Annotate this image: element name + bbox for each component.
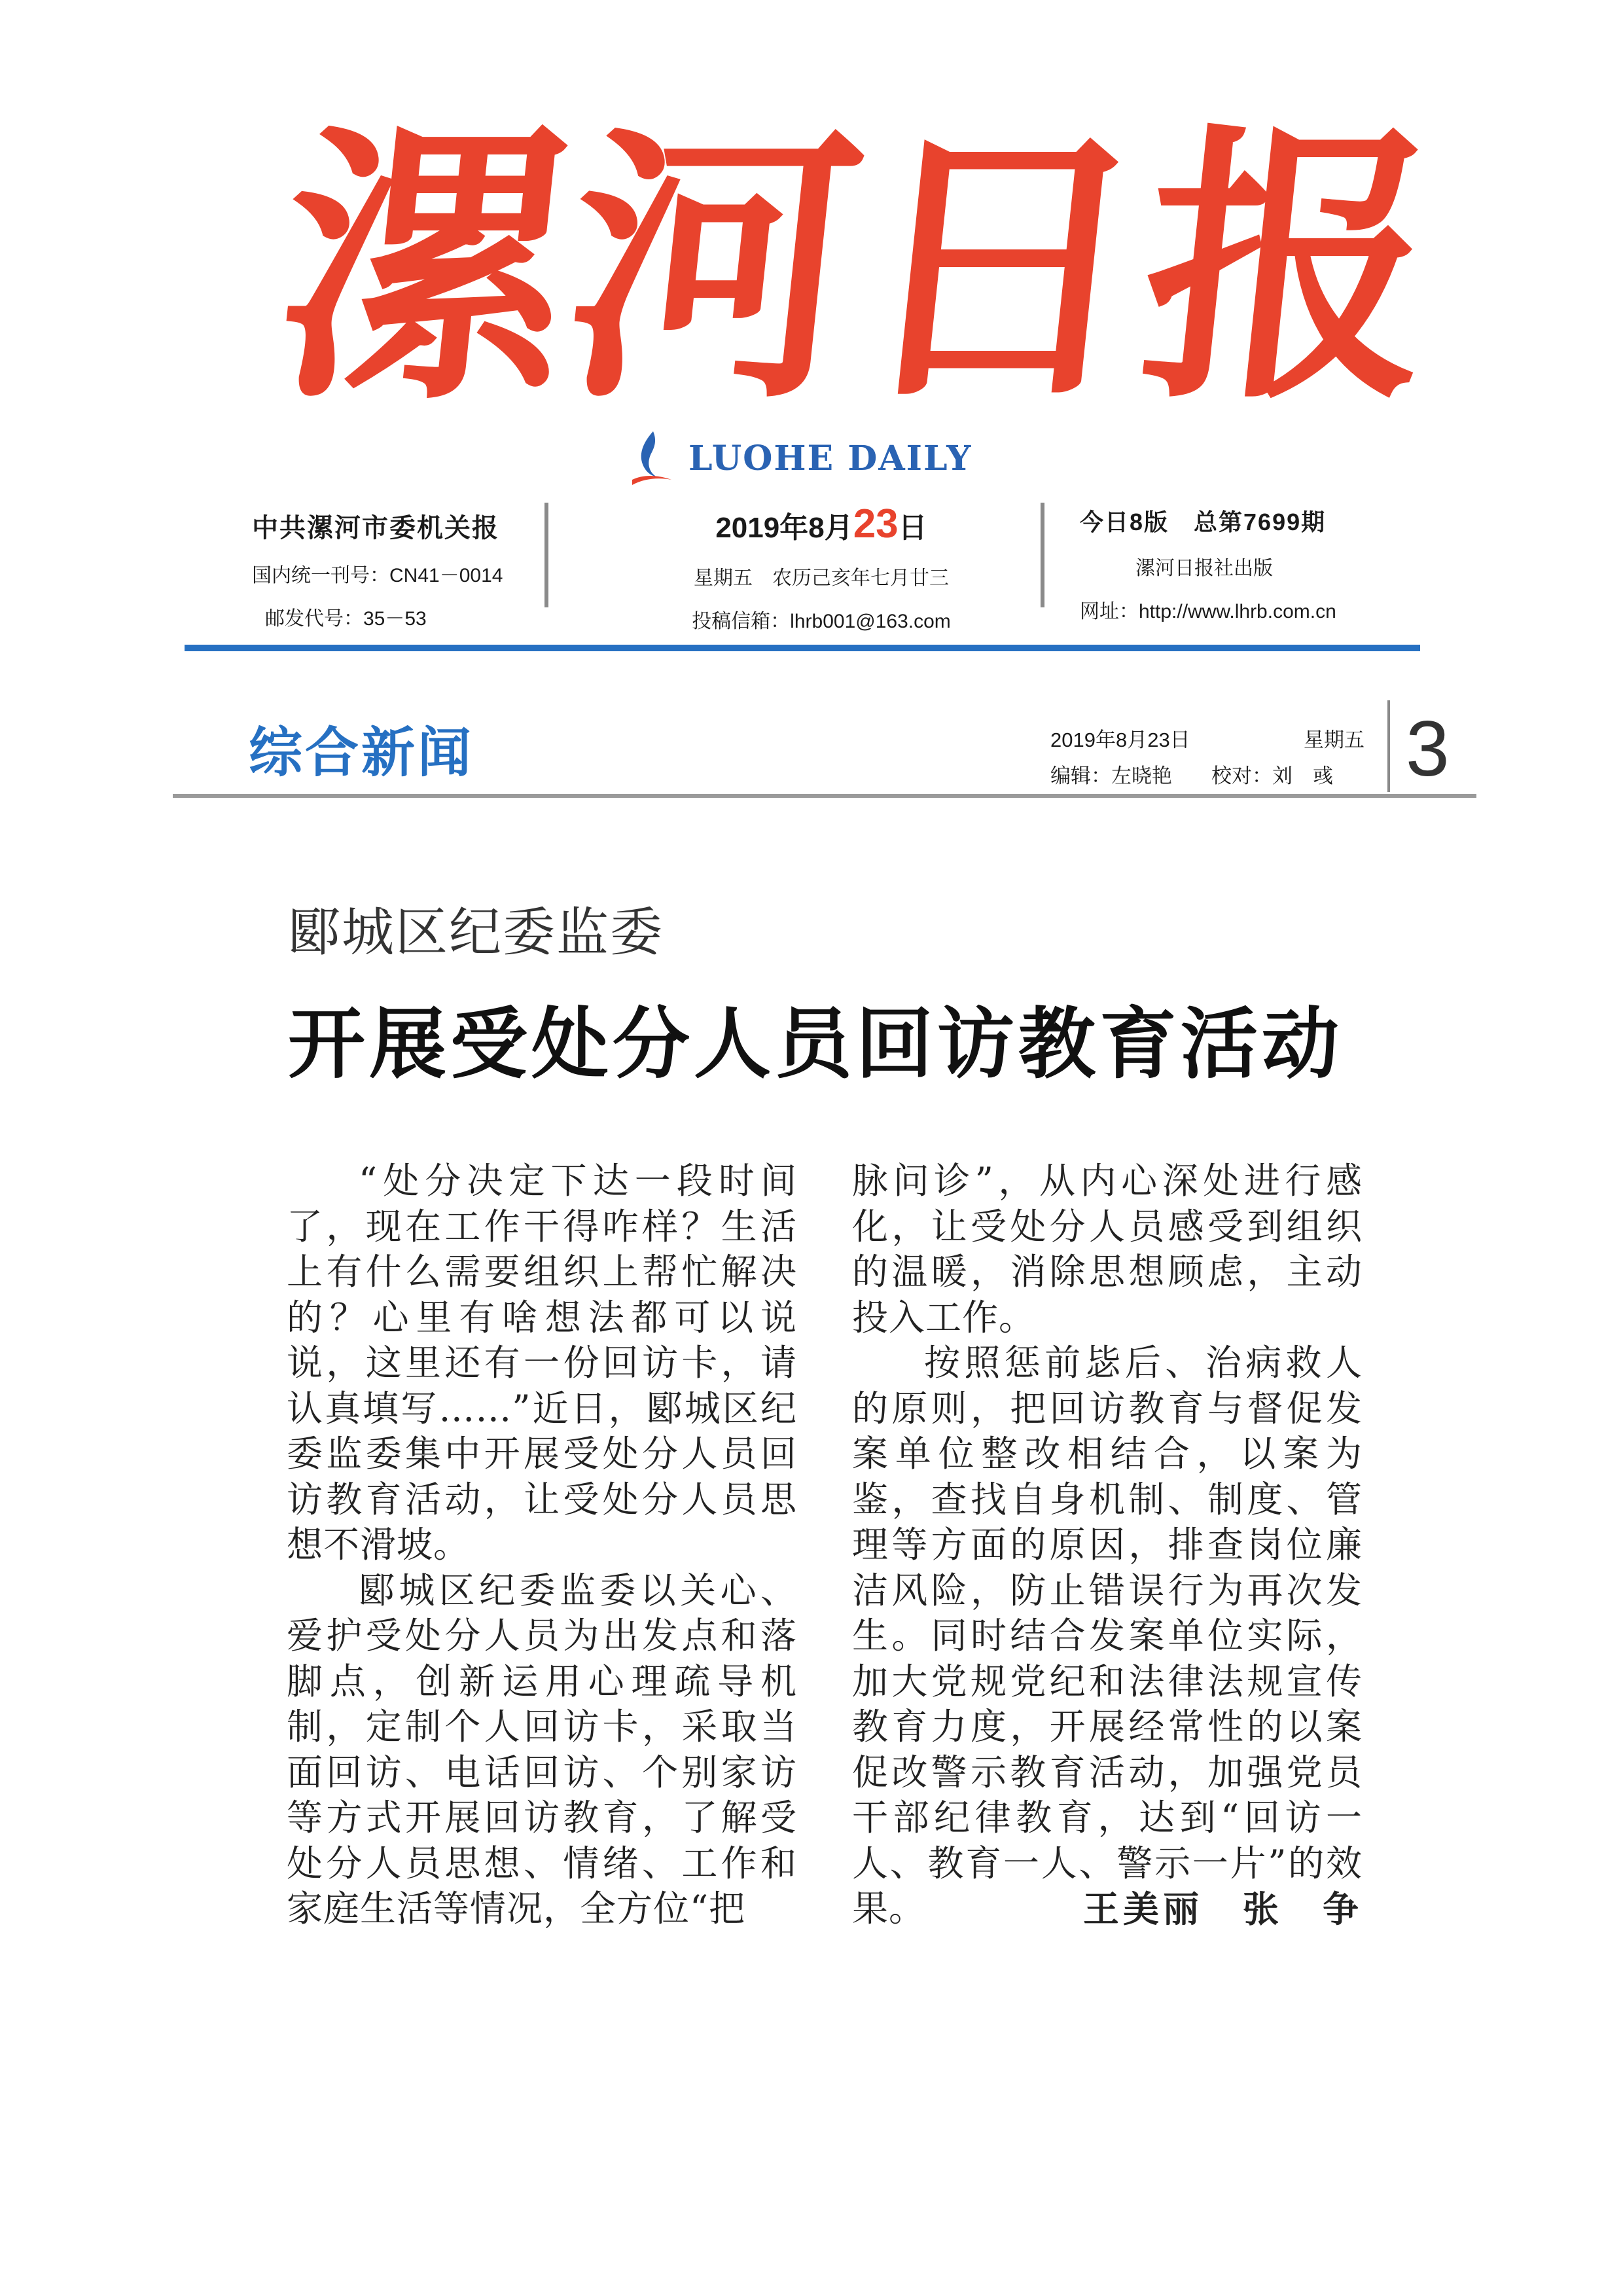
date-prefix: 2019年8月 [715, 512, 853, 544]
postal-code-label: 邮发代号：35－53 [265, 608, 427, 630]
issue-count: 今日8版 总第7699期 [1080, 509, 1327, 535]
date-day: 23 [853, 501, 899, 547]
english-name: LUOHE DAILY [688, 438, 972, 478]
article-subhead: 郾城区纪委监委 [288, 902, 664, 963]
section-title: 综合新闻 [249, 721, 474, 784]
submission-email: 投稿信箱：lhrb001@163.com [692, 611, 951, 632]
masthead-char: 漯 [263, 99, 588, 437]
article-column-2 [852, 1158, 1363, 1932]
info-right [1073, 504, 1440, 624]
article-column-1 [287, 1158, 797, 1932]
publisher-label: 漯河日报社出版 [1135, 558, 1273, 579]
masthead-char: 报 [1127, 99, 1452, 437]
editor-label: 编辑：左晓艳 [1050, 764, 1172, 787]
masthead-title [263, 98, 1452, 439]
paragraph: 脉问诊”，从内心深处进行感化，让受处分人员感受到组织的温暖，消除思想顾虑，主动投入工作。 [852, 1160, 1363, 1338]
info-left [252, 507, 540, 631]
divider [544, 503, 548, 607]
section-weekday: 星期五 [1304, 728, 1364, 751]
weekday-lunar: 星期五 农历己亥年七月廿三 [694, 567, 949, 589]
section-rule [173, 794, 1476, 798]
masthead-char: 河 [551, 99, 876, 437]
org-label: 中共漯河市委机关报 [252, 514, 499, 543]
section-date: 2019年8月23日 [1050, 728, 1190, 751]
issue-date [641, 501, 1001, 547]
date-suffix: 日 [898, 512, 927, 544]
divider [1387, 700, 1390, 792]
section-meta [1050, 723, 1364, 795]
flame-wave-logo-icon [628, 429, 674, 488]
website-link[interactable]: 网址：http://www.lhrb.com.cn [1080, 601, 1336, 622]
paragraph: “处分决定下达一段时间了，现在工作干得咋样？生活上有什么需要组织上帮忙解决的？心里有啥想法都可以说说，这里还有一份回访卡，请认真填写……”近日，郾城区纪委监委集中开展受处分人员回访教育活动，让受处分人员思想不滑坡。 [287, 1160, 797, 1566]
divider [1041, 503, 1044, 607]
issn-label: 国内统一刊号：CN41－0014 [252, 565, 503, 586]
article-byline: 王美丽 张 争 [1082, 1888, 1363, 1930]
paragraph: 郾城区纪委监委以关心、爱护受处分人员为出发点和落脚点，创新运用心理疏导机制，定制个人回访卡，采取当面回访、电话回访、个别家访等方式开展回访教育，了解受处分人员思想、情绪、工作和家庭生活等情况，全方位“把 [287, 1569, 797, 1929]
page-number: 3 [1406, 705, 1450, 793]
newspaper-logo [628, 425, 972, 491]
paragraph: 按照惩前毖后、治病救人的原则，把回访教育与督促发案单位整改相结合，以案为鉴，查找自身机制、制度、管理等方面的原因，排查岗位廉洁风险，防止错误行为再次发生。同时结合发案单位实际，加大党规党纪和法律法规宣传教育力度，开展经常性的以案促改警示教育活动，加强党员干部纪律教育，达到“回访一人、教育一人、警示一片”的效果。 [852, 1342, 1363, 1929]
masthead-char: 日 [839, 99, 1164, 437]
proofreader-label: 校对：刘 彧 [1211, 764, 1333, 787]
info-mid [641, 501, 1001, 634]
masthead-rule [185, 645, 1420, 651]
article-headline: 开展受处分人员回访教育活动 [288, 998, 1344, 1089]
